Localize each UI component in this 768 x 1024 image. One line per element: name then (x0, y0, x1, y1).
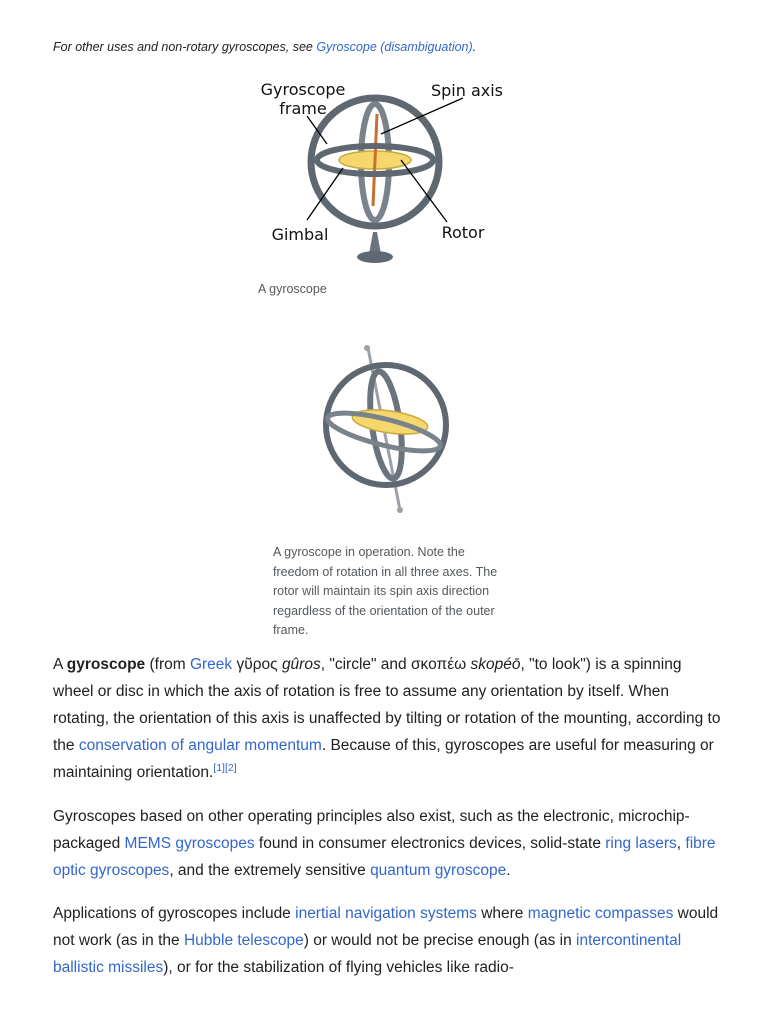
transliteration-guros: gûros (281, 656, 321, 673)
fibre-optic-gyroscopes-link[interactable]: fibre optic gyroscopes (53, 835, 716, 879)
gyroscope-diagram-figure[interactable] (255, 72, 525, 272)
label-gimbal: Gimbal (271, 225, 329, 244)
text-run: , "to look") is a spinning wheel or disc in which the axis of rotation is free to assume any orientation by itself. When rotating, the orientation of this axis is unaffected by tilting or rotation of the mounting, according to the (53, 656, 721, 754)
text-run: γῦρος (232, 656, 282, 673)
axle-top (364, 345, 370, 351)
reference-2-link[interactable]: [2] (224, 762, 237, 774)
inertial-navigation-systems-link[interactable]: inertial navigation systems (295, 905, 477, 922)
term-gyroscope: gyroscope (66, 656, 146, 673)
text-run: . (506, 862, 511, 879)
magnetic-compasses-link[interactable]: magnetic compasses (527, 905, 674, 922)
label-rotor: Rotor (441, 223, 485, 242)
text-run: ), or for the stabilization of flying vehicles like radio- (163, 959, 514, 976)
hubble-telescope-link[interactable]: Hubble telescope (183, 932, 304, 949)
text-run: , "circle" and σκοπέω (320, 656, 471, 673)
text-run: ) or would not be precise enough (as in (303, 932, 577, 949)
text-run: found in consumer electronics devices, solid-state (254, 835, 606, 852)
text-run: Gyroscopes based on other operating principles also exist, such as the electronic, microchip-packaged (53, 808, 690, 852)
principles-paragraph (53, 803, 721, 884)
gyroscope-animation (318, 340, 458, 515)
mems-gyroscopes-link[interactable]: MEMS gyroscopes (124, 835, 255, 852)
figure2-caption: A gyroscope in operation. Note the freedom of rotation in all three axes. The rotor will maintain its spin axis direction regardless of the orientation of the outer frame. (273, 545, 498, 637)
label-spin-axis: Spin axis (430, 81, 504, 100)
reference-1-link[interactable]: [1] (213, 762, 225, 774)
hatnote (53, 40, 733, 54)
intercontinental-ballistic-missiles-link[interactable]: intercontinental ballistic missiles (53, 932, 682, 976)
disambiguation-link[interactable]: Gyroscope (disambiguation) (316, 40, 473, 54)
text-run: , (676, 835, 686, 852)
gyroscope-diagram (255, 72, 525, 272)
hatnote-suffix: . (472, 40, 477, 54)
applications-paragraph (53, 900, 721, 981)
figure1-caption: A gyroscope (258, 282, 327, 296)
text-run: , and the extremely sensitive (169, 862, 371, 879)
transliteration-skopeo: skopéō (470, 656, 521, 673)
text-run: would not work (as in the (53, 905, 719, 949)
hatnote-prefix: For other uses and non-rotary gyroscopes, see (53, 40, 317, 54)
gyroscope-animation-figure[interactable] (318, 340, 458, 515)
text-run: Applications of gyroscopes include (53, 905, 296, 922)
label-gyroscope-frame-line2: frame (279, 99, 327, 118)
ring-lasers-link[interactable]: ring lasers (605, 835, 677, 852)
text-run: A (53, 656, 67, 673)
quantum-gyroscope-link[interactable]: quantum gyroscope (370, 862, 507, 879)
intro-paragraph (53, 651, 721, 786)
stand-base (357, 251, 393, 263)
text-run: (from (145, 656, 190, 673)
text-run: where (476, 905, 528, 922)
stand-post (369, 232, 381, 254)
spin-axis (373, 114, 377, 206)
conservation-of-angular-momentum-link[interactable]: conservation of angular momentum (78, 737, 322, 754)
greek-link[interactable]: Greek (189, 656, 233, 673)
label-gyroscope-frame-line1: Gyroscope (260, 80, 346, 99)
text-run: . Because of this, gyroscopes are useful for measuring or maintaining orientation. (53, 737, 714, 781)
axle-bottom (397, 507, 403, 513)
